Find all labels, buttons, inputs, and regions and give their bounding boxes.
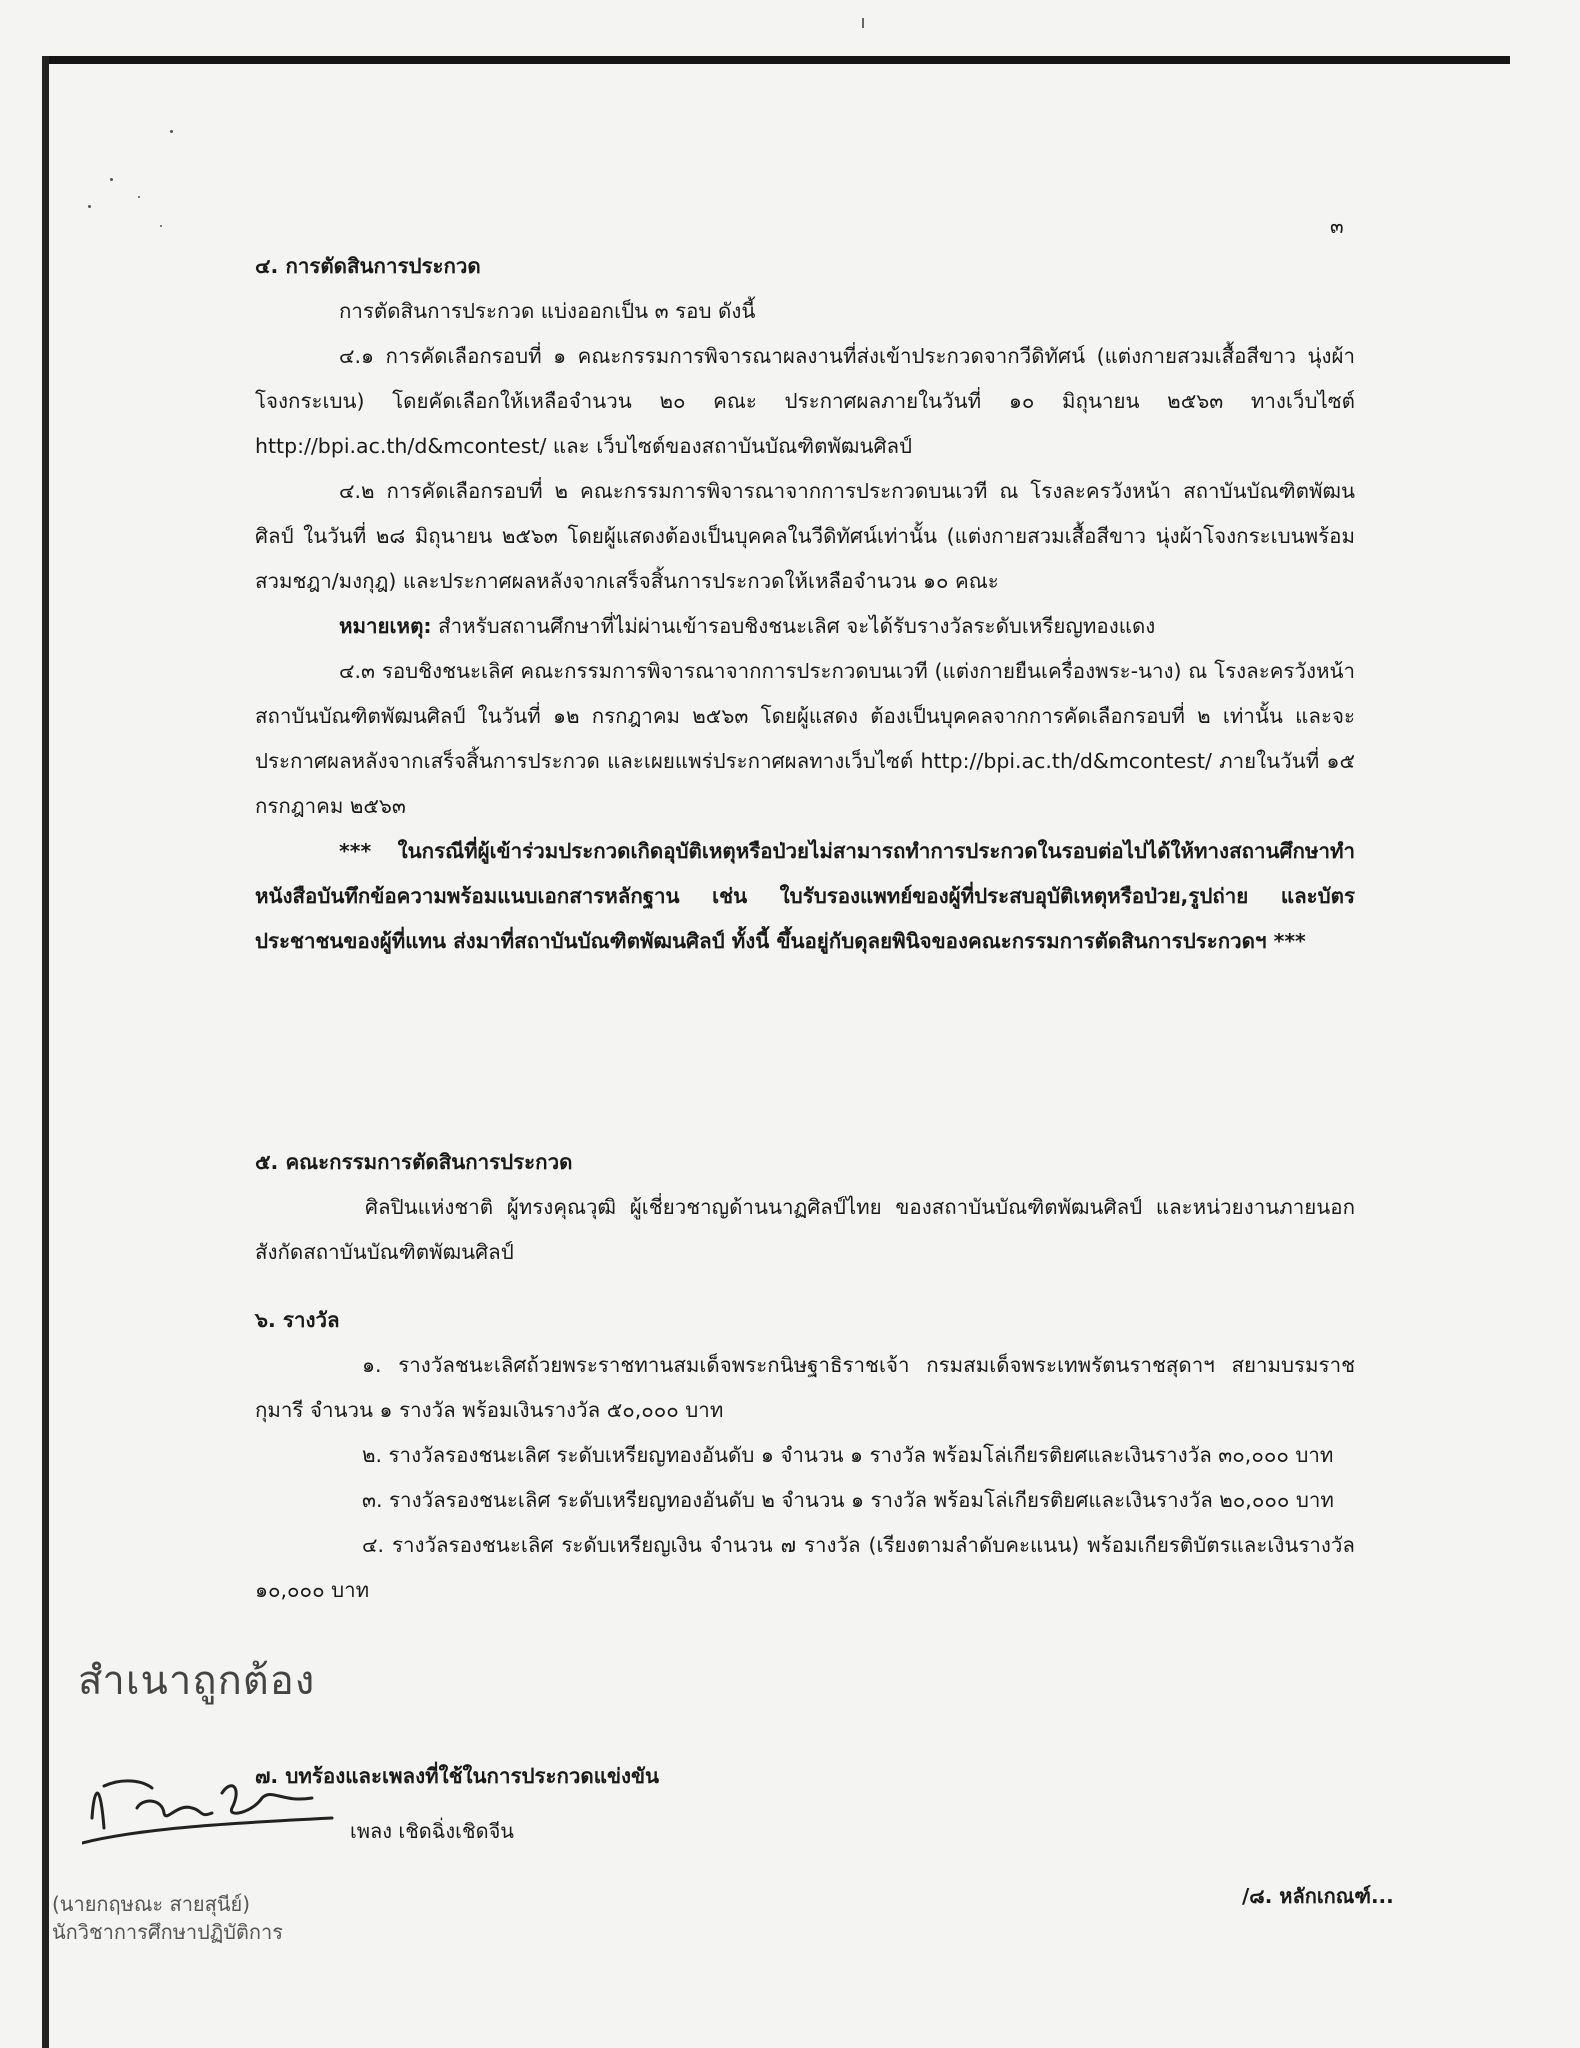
warning-paragraph: *** ในกรณีที่ผู้เข้าร่วมประกวดเกิดอุบัติเหตุหรือป่วยไม่สามารถทำการประกวดในรอบต่อไปได้ให้ทางสถานศึกษาทำหนังสือบันทึกข้อความพร้อมแนบเอกสารหลักฐาน เช่น ใบรับรองแพทย์ของผู้ที่ประสบอุบัติเหตุหรือป่วย,รูปถ่าย และบัตรประชาชนของผู้ที่แทน ส่งมาที่สถาบันบัณฑิตพัฒนศิลป์ ทั้งนี้ ขึ้นอยู่กับดุลยพินิจของคณะกรรมการตัดสินการประกวดฯ ***: [255, 839, 1355, 953]
award-item: ๑. รางวัลชนะเลิศถ้วยพระราชทานสมเด็จพระกนิษฐาธิราชเจ้า กรมสมเด็จพระเทพรัตนราชสุดาฯ สยามบรมราชกุมารี จำนวน ๑ รางวัล พร้อมเงินรางวัล ๕๐,๐๐๐ บาท: [255, 1353, 1355, 1422]
note-label: หมายเหตุ:: [339, 614, 432, 638]
scan-border-top: [42, 56, 1510, 64]
scan-speck: [88, 205, 91, 208]
section-4: [255, 244, 1355, 964]
scan-speck: [160, 225, 162, 227]
paragraph: ๔.๒ การคัดเลือกรอบที่ ๒ คณะกรรมการพิจารณาจากการประกวดบนเวที ณ โรงละครวังหน้า สถาบันบัณฑิตพัฒนศิลป์ ในวันที่ ๒๘ มิถุนายน ๒๕๖๓ โดยผู้แสดงต้องเป็นบุคคลในวีดิทัศน์เท่านั้น (แต่งกายสวมเสื้อสีขาว นุ่งผ้าโจงกระเบนพร้อมสวมชฎา/มงกุฎ) และประกาศผลหลังจากเสร็จสิ้นการประกวดให้เหลือจำนวน ๑๐ คณะ: [255, 479, 1355, 593]
signer-title: นักวิชาการศึกษาปฏิบัติการ: [52, 1920, 284, 1944]
section-7: [255, 1754, 1355, 1799]
section-5: [255, 1140, 1355, 1275]
section-heading: ๗. บทร้องและเพลงที่ใช้ในการประกวดแข่งขัน: [255, 1764, 660, 1788]
award-item: ๒. รางวัลรองชนะเลิศ ระดับเหรียญทองอันดับ ๑ จำนวน ๑ รางวัล พร้อมโล่เกียรติยศและเงินรางวัล ๓๐,๐๐๐ บาท: [362, 1443, 1334, 1467]
next-page-reference: /๘. หลักเกณฑ์...: [1242, 1884, 1394, 1908]
scan-speck: [110, 178, 113, 181]
section-6: [255, 1298, 1355, 1613]
section-heading: ๕. คณะกรรมการตัดสินการประกวด: [255, 1150, 573, 1174]
note-text: สำหรับสถานศึกษาที่ไม่ผ่านเข้ารอบชิงชนะเลิศ จะได้รับรางวัลระดับเหรียญทองแดง: [431, 614, 1156, 638]
award-item: ๓. รางวัลรองชนะเลิศ ระดับเหรียญทองอันดับ ๒ จำนวน ๑ รางวัล พร้อมโล่เกียรติยศและเงินรางวัล ๒๐,๐๐๐ บาท: [362, 1488, 1334, 1512]
note-paragraph: [255, 604, 1355, 649]
scan-speck: [138, 196, 140, 198]
signer-block: [52, 1890, 283, 1946]
song-name: เพลง เชิดฉิ่งเชิดจีน: [350, 1819, 514, 1843]
scan-mark: [862, 18, 864, 28]
page-number: ๓: [1330, 214, 1344, 238]
scan-border-left: [42, 56, 49, 2048]
section-heading: ๔. การตัดสินการประกวด: [255, 254, 481, 278]
paragraph: การตัดสินการประกวด แบ่งออกเป็น ๓ รอบ ดังนี้: [339, 299, 756, 323]
scan-speck: [170, 130, 173, 133]
signature-icon: [82, 1758, 342, 1868]
paragraph: ๔.๑ การคัดเลือกรอบที่ ๑ คณะกรรมการพิจารณาผลงานที่ส่งเข้าประกวดจากวีดิทัศน์ (แต่งกายสวมเสื้อสีขาว นุ่งผ้าโจงกระเบน) โดยคัดเลือกให้เหลือจำนวน ๒๐ คณะ ประกาศผลภายในวันที่ ๑๐ มิถุนายน ๒๕๖๓ ทางเว็บไซต์ http://bpi.ac.th/d&mcontest/ และ เว็บไซต์ของสถาบันบัณฑิตพัฒนศิลป์: [255, 344, 1355, 458]
certified-copy-stamp: สำเนาถูกต้อง: [78, 1658, 316, 1704]
signer-name: (นายกฤษณะ สายสุนีย์): [52, 1892, 251, 1916]
award-item: ๔. รางวัลรองชนะเลิศ ระดับเหรียญเงิน จำนวน ๗ รางวัล (เรียงตามลำดับคะแนน) พร้อมเกียรติบัตรและเงินรางวัล ๑๐,๐๐๐ บาท: [255, 1533, 1355, 1602]
paragraph: ๔.๓ รอบชิงชนะเลิศ คณะกรรมการพิจารณาจากการประกวดบนเวที (แต่งกายยืนเครื่องพระ-นาง) ณ โรงละครวังหน้า สถาบันบัณฑิตพัฒนศิลป์ ในวันที่ ๑๒ กรกฎาคม ๒๕๖๓ โดยผู้แสดง ต้องเป็นบุคคลจากการคัดเลือกรอบที่ ๒ เท่านั้น และจะประกาศผลหลังจากเสร็จสิ้นการประกวด และเผยแพร่ประกาศผลทางเว็บไซต์ http://bpi.ac.th/d&mcontest/ ภายในวันที่ ๑๕ กรกฎาคม ๒๕๖๓: [255, 659, 1355, 818]
paragraph: ศิลปินแห่งชาติ ผู้ทรงคุณวุฒิ ผู้เชี่ยวชาญด้านนาฏศิลป์ไทย ของสถาบันบัณฑิตพัฒนศิลป์ และหน่วยงานภายนอกสังกัดสถาบันบัณฑิตพัฒนศิลป์: [255, 1195, 1355, 1264]
section-heading: ๖. รางวัล: [255, 1308, 340, 1332]
